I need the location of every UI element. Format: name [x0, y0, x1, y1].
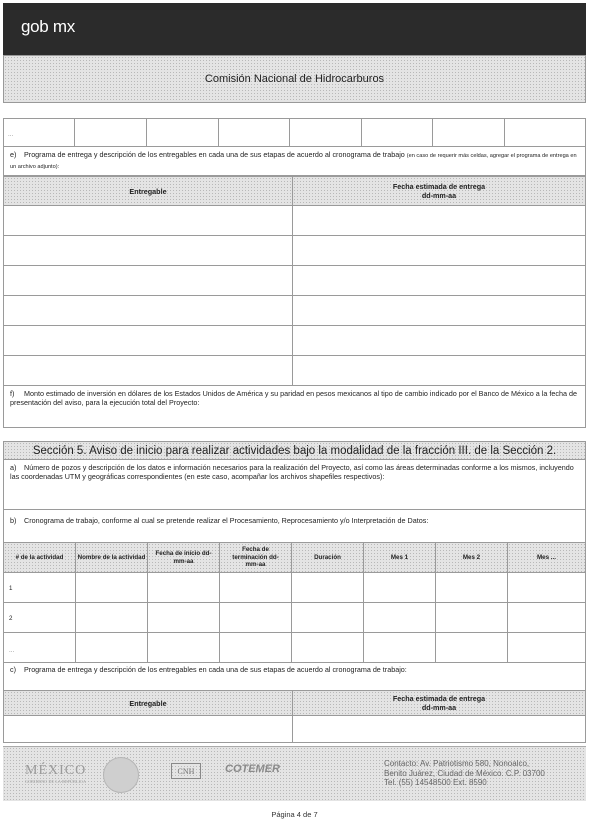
table-cell	[75, 632, 148, 663]
table-cell	[147, 572, 220, 603]
contact-line: Benito Juárez, Ciudad de México. C.P. 03700	[384, 768, 545, 778]
fecha-label: Fecha estimada de entrega	[392, 694, 486, 703]
table-cell	[507, 632, 586, 663]
item-c-marker: c)	[10, 665, 16, 674]
item-e	[3, 146, 586, 176]
first-cell-text: ...	[8, 131, 14, 138]
table-cell	[75, 572, 148, 603]
table-cell	[3, 205, 293, 236]
table-cell	[363, 572, 436, 603]
table-cell	[432, 118, 505, 147]
table-cell	[75, 602, 148, 633]
item-b	[3, 509, 586, 543]
row-number: ...	[9, 647, 15, 654]
col-entregable-header	[3, 176, 293, 206]
item-a	[3, 459, 586, 510]
table-cell	[3, 265, 293, 296]
row-number: 1	[9, 585, 13, 592]
table-cell	[507, 602, 586, 633]
deliverables-table	[3, 176, 586, 386]
schedule-header-cell	[219, 542, 292, 573]
item-c	[3, 662, 586, 691]
entregable-label: Entregable	[129, 186, 167, 196]
item-f	[3, 385, 586, 428]
table-cell	[292, 295, 586, 326]
fecha-format: dd-mm-aa	[421, 191, 457, 200]
table-cell	[219, 602, 292, 633]
item-e-marker: e)	[10, 150, 17, 159]
table-cell	[507, 572, 586, 603]
table-cell	[363, 602, 436, 633]
item-f-marker: f)	[10, 389, 15, 398]
schedule-header-cell	[507, 542, 586, 573]
table-cell	[292, 265, 586, 296]
table-cell	[504, 118, 586, 147]
contact-line: Contacto: Av. Patriotismo 580, Nonoalco,	[384, 759, 530, 768]
mexico-logo-sub: GOBIERNO DE LA REPÚBLICA	[25, 779, 87, 784]
deliverables-table-2	[3, 690, 586, 743]
table-cell	[291, 572, 364, 603]
header-label: # de la actividad	[15, 553, 64, 561]
row-number: 2	[9, 615, 13, 622]
col-entregable-header	[3, 690, 293, 716]
schedule-header-cell	[363, 542, 436, 573]
table-cell	[147, 632, 220, 663]
table-row	[3, 632, 76, 663]
table-cell	[218, 118, 290, 147]
cnh-logo: CNH	[171, 763, 201, 779]
schedule-header-cell	[435, 542, 508, 573]
table-cell	[74, 118, 147, 147]
table-cell	[289, 118, 362, 147]
table-cell	[292, 715, 586, 743]
item-c-text: Programa de entrega y descripción de los entregables en cada una de sus etapas de acuerdo al cronograma de trabajo:	[24, 665, 407, 674]
table-cell	[292, 235, 586, 266]
table-cell	[146, 118, 219, 147]
table-cell	[3, 715, 293, 743]
table-cell	[219, 632, 292, 663]
table-cell	[291, 602, 364, 633]
col-fecha-header	[292, 176, 586, 206]
table-cell	[435, 572, 508, 603]
table-cell	[3, 235, 293, 266]
item-f-text: Monto estimado de inversión en dólares de los Estados Unidos de América y su paridad en pesos mexicanos al tipo de cambio indicado por el Banco de México a la fecha de presentación del aviso, para la ejecución total del Proyecto:	[10, 389, 577, 407]
contact-line: Tel. (55) 14548500 Ext. 8590	[384, 778, 487, 787]
table-cell	[147, 602, 220, 633]
table-cell	[219, 572, 292, 603]
col-fecha-header	[292, 690, 586, 716]
schedule-header-cell	[75, 542, 148, 573]
top-table-row	[3, 118, 586, 147]
table-cell	[363, 632, 436, 663]
table-cell	[292, 205, 586, 236]
header-label: Mes ...	[537, 553, 556, 561]
item-e-text: Programa de entrega y descripción de los entregables en cada una de sus etapas de acuerdo al cronograma de trabajo	[24, 150, 405, 159]
table-row	[3, 602, 76, 633]
table-cell	[3, 325, 293, 356]
header-label: Mes 1	[390, 553, 409, 561]
table-cell	[292, 325, 586, 356]
fecha-label: Fecha estimada de entrega	[392, 182, 486, 191]
footer	[3, 746, 586, 801]
header-label: Fecha de terminación dd-mm-aa	[232, 546, 279, 569]
table-row	[3, 572, 76, 603]
table-cell	[3, 295, 293, 326]
item-b-text: Cronograma de trabajo, conforme al cual se pretende realizar el Procesamiento, Reprocesamiento y/o Interpretación de Datos:	[24, 516, 429, 525]
schedule-header-cell	[3, 542, 76, 573]
top-bar	[3, 3, 586, 55]
schedule-header-cell	[147, 542, 220, 573]
mexico-logo	[25, 763, 86, 784]
table-cell	[435, 632, 508, 663]
item-e-note: (en caso de requerir más celdas, agregar el programa de entrega en un archivo adjunto):	[10, 153, 577, 170]
gobmx-logo: gob mx	[21, 17, 75, 36]
table-cell	[3, 355, 293, 386]
table-cell	[291, 632, 364, 663]
seal-icon	[103, 757, 139, 793]
schedule-header-cell	[291, 542, 364, 573]
mexico-logo-text: MÉXICO	[25, 763, 87, 778]
table-cell	[3, 118, 75, 147]
header-label: Nombre de la actividad	[77, 553, 146, 561]
header-label: Fecha de inicio dd-mm-aa	[155, 550, 212, 565]
table-cell	[292, 355, 586, 386]
header-label: Mes 2	[462, 553, 481, 561]
contact-block	[384, 759, 545, 788]
entregable-label: Entregable	[129, 698, 167, 708]
section5-title: Sección 5. Aviso de inicio para realizar actividades bajo la modalidad de la fracción III. de la Sección 2.	[32, 444, 557, 457]
agency-banner	[3, 55, 586, 103]
cotemer-logo: COTEMER	[225, 763, 280, 775]
agency-title: Comisión Nacional de Hidrocarburos	[204, 73, 385, 85]
page-number: Página 4 de 7	[271, 810, 318, 819]
fecha-format: dd-mm-aa	[421, 703, 457, 712]
schedule-table	[3, 542, 586, 663]
item-a-text: Número de pozos y descripción de los datos e información necesarios para la realización del Proyecto, así como las áreas determinadas conforme a los mismos, incluyendo las coordenadas UTM y geográficas correspondientes (en este caso, acompañar los archivos shapefiles respectivos):	[10, 463, 574, 481]
section5-header	[3, 441, 586, 460]
item-b-marker: b)	[10, 516, 17, 525]
table-cell	[361, 118, 433, 147]
table-cell	[435, 602, 508, 633]
item-a-marker: a)	[10, 463, 17, 472]
header-label: Duración	[314, 553, 341, 561]
